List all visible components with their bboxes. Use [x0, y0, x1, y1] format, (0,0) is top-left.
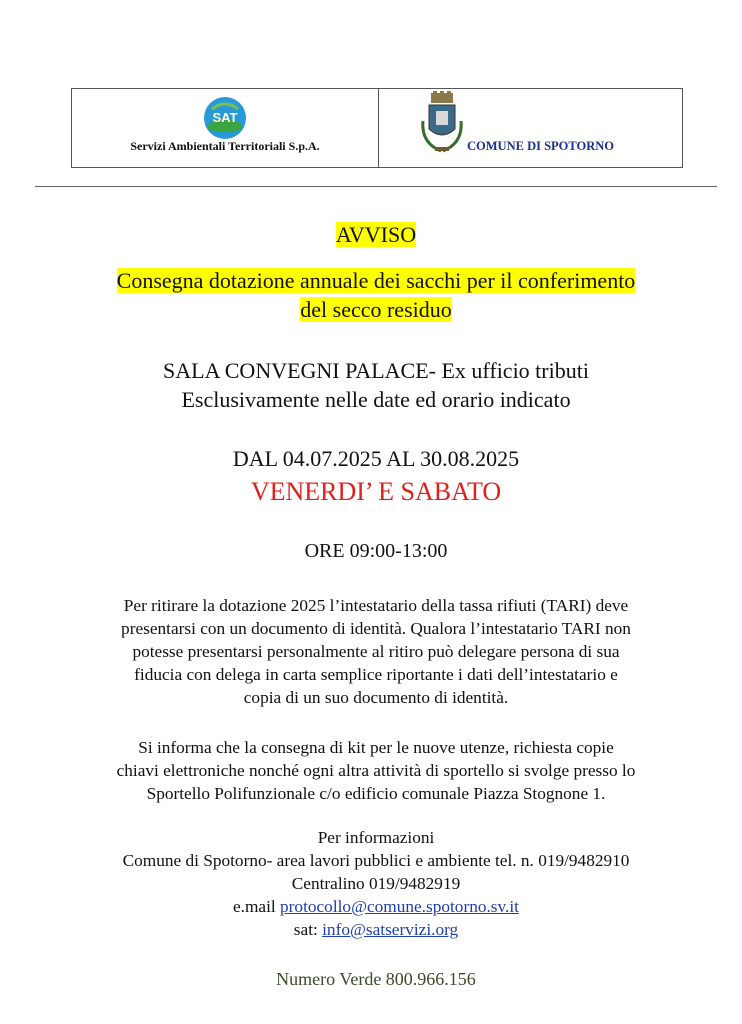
contacts-block: [35, 826, 717, 941]
paragraph-line: Per ritirare la dotazione 2025 l’intestatario della tassa rifiuti (TARI) deve: [123, 596, 629, 615]
notice-title-block: [35, 221, 717, 249]
header-box: [71, 88, 683, 168]
date-range: DAL 04.07.2025 AL 30.08.2025: [232, 446, 520, 471]
subtitle-line-2: del secco residuo: [300, 297, 452, 322]
paragraph-line: potesse presentarsi personalmente al ritiro può delegare persona di sua: [132, 642, 620, 661]
paragraph-line: chiavi elettroniche nonché ogni altra attività di sportello si svolge presso lo: [116, 761, 636, 780]
paragraph-line: Sportello Polifunzionale c/o edificio comunale Piazza Stognone 1.: [146, 784, 606, 803]
sat-email-link[interactable]: info@satservizi.org: [322, 920, 459, 939]
contacts-switchboard-line: Centralino 019/9482919: [291, 874, 461, 893]
hours-label: ORE 09:00-13:00: [304, 540, 448, 562]
paragraph-office-info: [35, 736, 717, 805]
contacts-email-line: [35, 895, 717, 918]
comune-cell: [379, 89, 682, 167]
sat-cell: [72, 89, 379, 167]
sat-logo-text: SAT: [212, 110, 238, 125]
company-name: Servizi Ambientali Territoriali S.p.A.: [130, 139, 320, 153]
notice-subtitle: [35, 266, 717, 324]
toll-free-number: Numero Verde 800.966.156: [276, 969, 476, 989]
contacts-sat-line: [35, 918, 717, 941]
location-block: [35, 356, 717, 414]
days-label: VENERDI’ E SABATO: [250, 477, 502, 506]
contacts-phone-line: Comune di Spotorno- area lavori pubblici e ambiente tel. n. 019/9482910: [122, 851, 630, 870]
paragraph-line: fiducia con delega in carta semplice riportante i dati dell’intestatario e: [134, 665, 618, 684]
email-link[interactable]: protocollo@comune.spotorno.sv.it: [280, 897, 519, 916]
sat-prefix: sat:: [293, 920, 323, 939]
paragraph-line: presentarsi con un documento di identità. Qualora l’intestatario TARI non: [121, 619, 631, 638]
paragraph-line: Si informa che la consegna di kit per le nuove utenze, richiesta copie: [138, 738, 614, 757]
sat-logo: [202, 95, 248, 141]
paragraph-line: copia di un suo documento di identità.: [243, 688, 509, 707]
municipality-name: COMUNE DI SPOTORNO: [467, 139, 615, 153]
location-line-1: SALA CONVEGNI PALACE- Ex ufficio tributi: [163, 358, 589, 383]
subtitle-line-1: Consegna dotazione annuale dei sacchi per il conferimento: [116, 268, 636, 293]
email-prefix: e.mail: [233, 897, 281, 916]
notice-title: AVVISO: [335, 222, 417, 247]
divider: [35, 186, 717, 187]
coat-of-arms-icon: [419, 91, 465, 157]
contacts-heading: Per informazioni: [317, 828, 435, 847]
paragraph-pickup-rules: [35, 594, 717, 709]
location-line-2: Esclusivamente nelle date ed orario indicato: [181, 387, 571, 412]
